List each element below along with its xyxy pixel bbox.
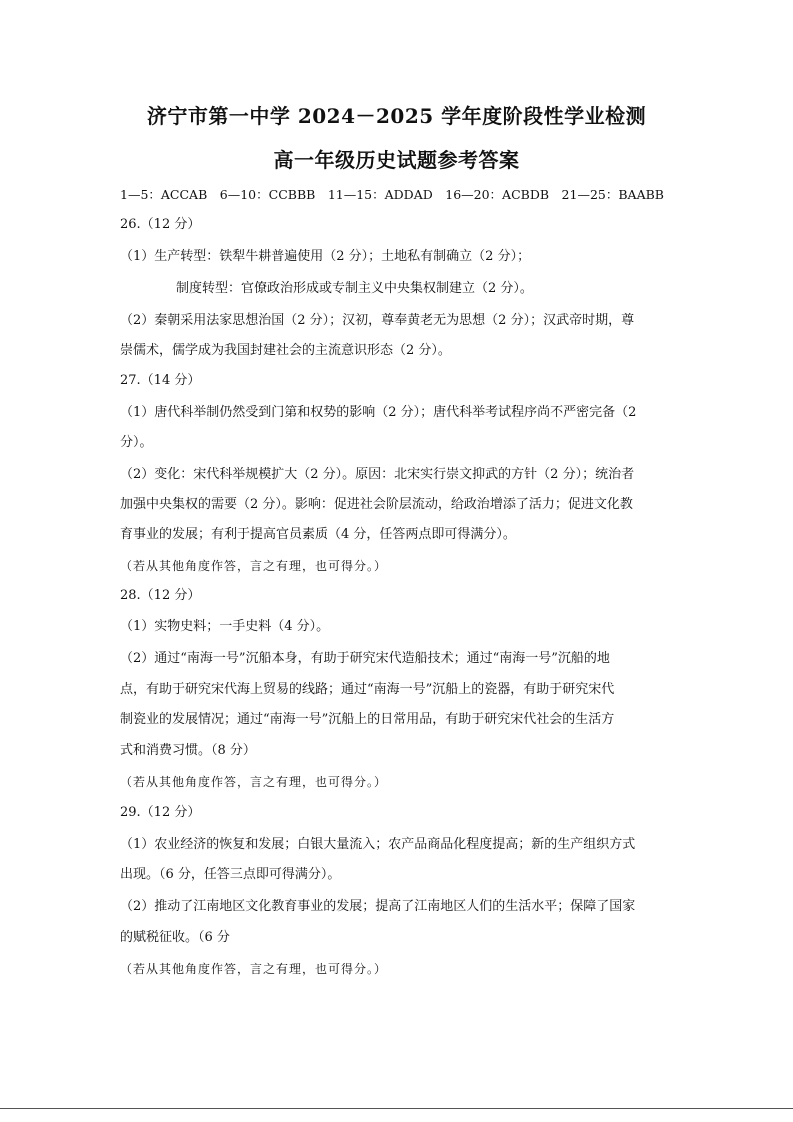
answer-line: （1）农业经济的恢复和发展；白银大量流入；农产品商品化程度提高；新的生产组织方式 bbox=[120, 837, 636, 852]
answer-line: 制瓷业的发展情况；通过“南海一号”沉船上的日常用品，有助于研究宋代社会的生活方 bbox=[120, 712, 615, 727]
question-heading-27: 27.（14 分） bbox=[120, 373, 201, 388]
scoring-note: （若从其他角度作答，言之有理，也可得分。） bbox=[120, 559, 388, 573]
answer-line: 崇儒术，儒学成为我国封建社会的主流意识形态（2 分）。 bbox=[120, 343, 451, 358]
page-bottom-divider bbox=[0, 1108, 793, 1109]
scoring-note: （若从其他角度作答，言之有理，也可得分。） bbox=[120, 775, 388, 789]
answer-line: 育事业的发展；有利于提高官员素质（4 分，任答两点即可得满分）。 bbox=[120, 527, 516, 542]
scoring-note: （若从其他角度作答，言之有理，也可得分。） bbox=[120, 962, 388, 976]
question-heading-29: 29.（12 分） bbox=[120, 805, 201, 820]
answer-line: 点，有助于研究宋代海上贸易的线路；通过“南海一号”沉船上的瓷器，有助于研究宋代 bbox=[120, 682, 615, 697]
answer-line: （2）通过“南海一号”沉船本身，有助于研究宋代造船技术；通过“南海一号”沉船的地 bbox=[120, 651, 610, 666]
answer-line: 制度转型：官僚政治形成或专制主义中央集权制建立（2 分）。 bbox=[176, 281, 533, 296]
answer-line: 式和消费习惯。（8 分） bbox=[120, 743, 256, 758]
answer-line: 分）。 bbox=[120, 435, 153, 450]
question-heading-28: 28.（12 分） bbox=[120, 588, 201, 603]
document-subtitle: 高一年级历史试题参考答案 bbox=[273, 148, 520, 172]
answer-line: （2）变化：宋代科举规模扩大（2 分）。原因：北宋实行崇文抑武的方针（2 分）；统治者 bbox=[120, 467, 635, 482]
answer-line: （1）生产转型：铁犁牛耕普遍使用（2 分）；土地私有制确立（2 分）； bbox=[120, 249, 531, 264]
answer-line: （2）推动了江南地区文化教育事业的发展；提高了江南地区人们的生活水平；保障了国家 bbox=[120, 899, 636, 914]
answer-line: 出现。（6 分，任答三点即可得满分）。 bbox=[120, 867, 341, 882]
answer-line: （1）实物史料；一手史料（4 分）。 bbox=[120, 619, 330, 634]
answer-line: （2）秦朝采用法家思想治国（2 分）；汉初，尊奉黄老无为思想（2 分）；汉武帝时期，尊 bbox=[120, 313, 635, 328]
answer-line: （1）唐代科举制仍然受到门第和权势的影响（2 分）；唐代科举考试程序尚不严密完备（2 bbox=[120, 405, 637, 420]
answer-line: 加强中央集权的需要（2 分）。影响：促进社会阶层流动，给政治增添了活力；促进文化教 bbox=[120, 497, 633, 512]
document-title: 济宁市第一中学 2024－2025 学年度阶段性学业检测 bbox=[146, 104, 647, 128]
question-heading-26: 26.（12 分） bbox=[120, 217, 201, 232]
mc-answer-key: 1—5：ACCAB 6—10：CCBBB 11—15：ADDAD 16—20：ACBDB 21—25：BAABB bbox=[120, 187, 664, 202]
answer-line: 的赋税征收。（6 分 bbox=[120, 930, 230, 945]
